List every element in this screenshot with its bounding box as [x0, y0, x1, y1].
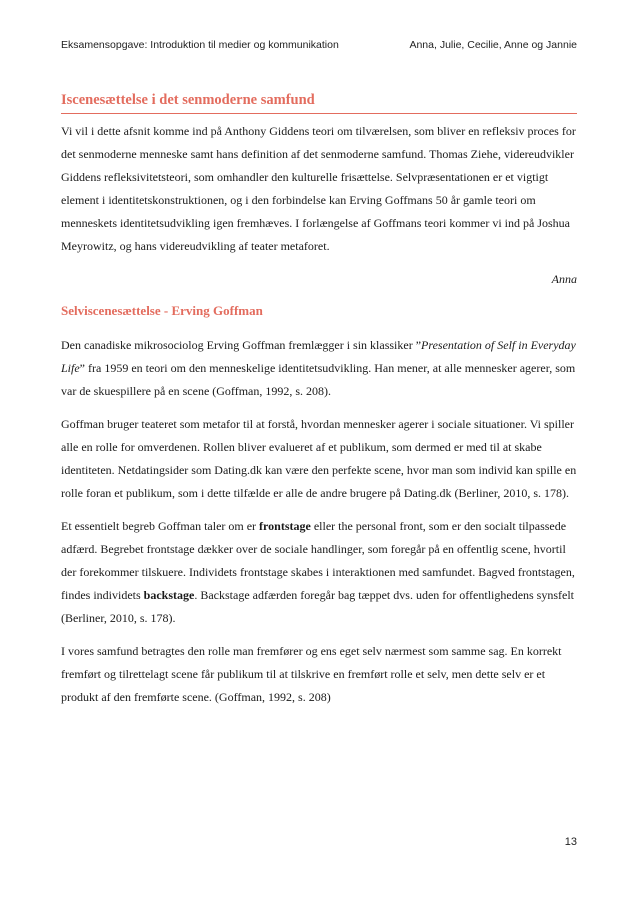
p1-text-b: ” fra 1959 en teori om den menneskelige identitetsudvikling. Han mener, at alle mennesker agerer, som var de skuespillere på en scene (Goffman, 1992, s. 208). — [61, 361, 576, 398]
author-signature: Anna — [551, 272, 577, 286]
term-backstage: backstage — [143, 588, 195, 602]
goffman-paragraph-4: I vores samfund betragtes den rolle man fremfører og ens eget selv nærmest som samme sag. En korrekt fremført og tilrettelagt scene får publikum til at tilskrive en fremført rolle et selv, men dette selv er et produkt af den fremførte scene. (Goffman, 1992, s. 208) — [61, 644, 562, 704]
book-title: Presentation of Self in Everyday Life — [61, 338, 576, 375]
p3-text-b: eller the personal front, som er den socialt tilpassede adfærd. Begrebet frontstage dækker over de sociale handlinger, som foregår på en offentlig scene, hvortil der forekommer tilskuere. Individets frontstage skabes i interaktionen med samfundet. Bagved frontstagen, findes individets — [61, 519, 575, 602]
p3-text-c: . Backstage adfærden foregår bag tæppet dvs. uden for offentlighedens synsfelt (Berliner, 2010, s. 178). — [61, 588, 575, 625]
page-content — [61, 92, 577, 709]
goffman-paragraph-1 — [61, 334, 577, 403]
goffman-paragraph-3 — [61, 515, 577, 630]
page-number: 13 — [564, 836, 577, 848]
intro-paragraph: Vi vil i dette afsnit komme ind på Anthony Giddens teori om tilværelsen, som bliver en refleksiv proces for det senmoderne menneske samt hans definition af det senmoderne samfund. Thomas Ziehe, videreudvikler Giddens refleksivitetsteori, som omhandler den kulturelle frisættelse. Selvpræsentationen er et vigtigt element i identitetskonstruktionen, og i den forbindelse kan Erving Goffmans 50 år gamle teori om menneskets identitetsudvikling igen fremhæves. I forlængelse af Goffmans teori kommer vi ind på Joshua Meyrowitz, og hans videreudvikling af teater metaforet. — [61, 124, 576, 253]
page-header — [61, 39, 577, 51]
section-heading-2: Selviscenesættelse - Erving Goffman — [61, 303, 263, 318]
goffman-paragraph-2: Goffman bruger teateret som metafor til at forstå, hvordan mennesker agerer i sociale situationer. Vi spiller alle en rolle for omverdenen. Rollen bliver evalueret af et publikum, som dermed er med til at skabe identiteten. Netdatingsider som Dating.dk kan være den perfekte scene, hvor man som individ kan spille en rolle foran et publikum, som i dette tilfælde er alle de andre brugere på Dating.dk (Berliner, 2010, s. 178). — [61, 417, 577, 500]
term-frontstage: frontstage — [259, 519, 311, 533]
section-heading-1: Iscenesættelse i det senmoderne samfund — [61, 92, 577, 114]
header-course-title: Eksamensopgave: Introduktion til medier og kommunikation — [61, 39, 339, 51]
p1-text-a: Den canadiske mikrosociolog Erving Goffman fremlægger i sin klassiker ” — [61, 338, 422, 352]
header-authors: Anna, Julie, Cecilie, Anne og Jannie — [409, 39, 577, 51]
p3-text-a: Et essentielt begreb Goffman taler om er — [61, 519, 260, 533]
